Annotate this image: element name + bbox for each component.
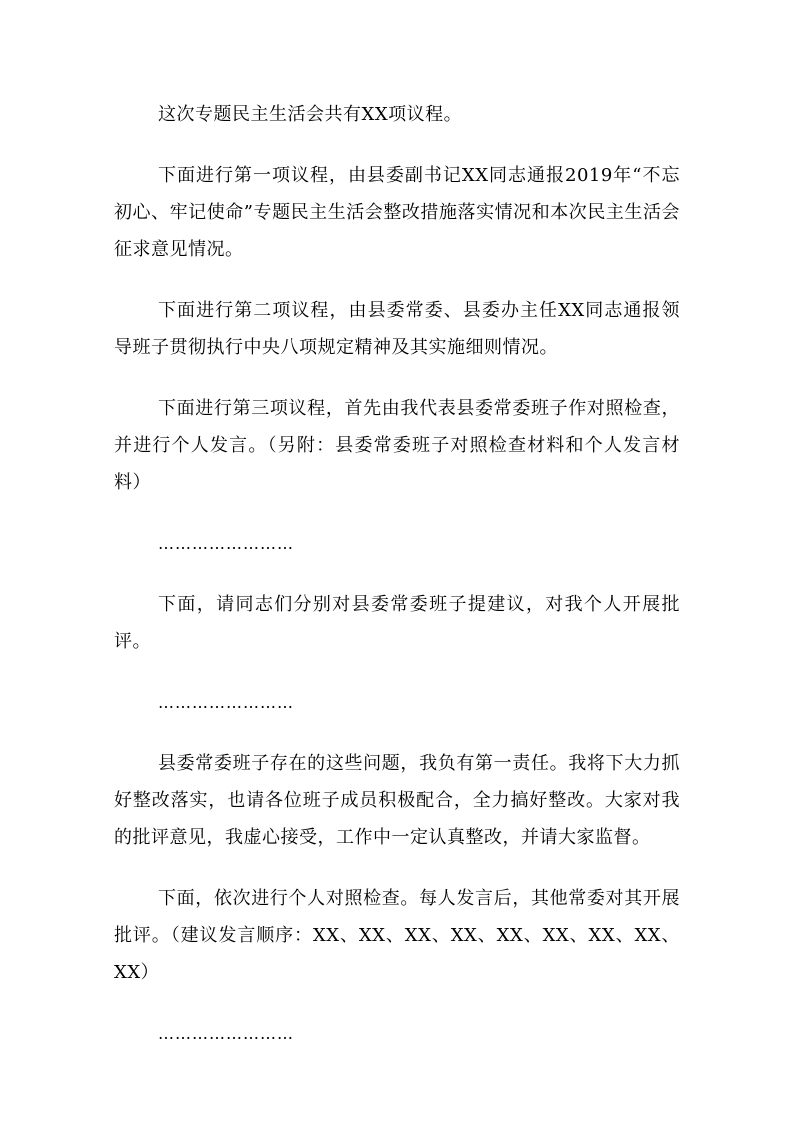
ellipsis-separator: …………………… <box>158 1024 294 1043</box>
criticism-request-paragraph: 下面，请同志们分别对县委常委班子提建议，对我个人开展批评。 <box>114 594 680 652</box>
responsibility-paragraph: 县委常委班子存在的这些问题，我负有第一责任。我将下大力抓好整改落实，也请各位班子成员积极配合，全力搞好整改。大家对我的批评意见，我虚心接受，工作中一定认真整改，并请大家监督。 <box>114 753 680 848</box>
individual-review-paragraph: 下面，依次进行个人对照检查。每人发言后，其他常委对其开展批评。（建议发言顺序：XX、XX、XX、XX、XX、XX、XX、XX、XX） <box>114 888 680 983</box>
ellipsis-separator: …………………… <box>158 693 294 712</box>
agenda-count-paragraph: 这次专题民主生活会共有XX项议程。 <box>158 104 463 125</box>
agenda-item-3-paragraph: 下面进行第三项议程，首先由我代表县委常委班子作对照检查，并进行个人发言。（另附：县委常委班子对照检查材料和个人发言材料） <box>114 398 680 493</box>
agenda-item-1-paragraph: 下面进行第一项议程，由县委副书记XX同志通报2019年“不忘初心、牢记使命”专题民主生活会整改措施落实情况和本次民主生活会征求意见情况。 <box>114 165 680 260</box>
ellipsis-separator: …………………… <box>158 534 294 553</box>
document-page <box>114 96 680 1076</box>
agenda-item-2-paragraph: 下面进行第二项议程，由县委常委、县委办主任XX同志通报领导班子贯彻执行中央八项规定精神及其实施细则情况。 <box>114 300 680 358</box>
